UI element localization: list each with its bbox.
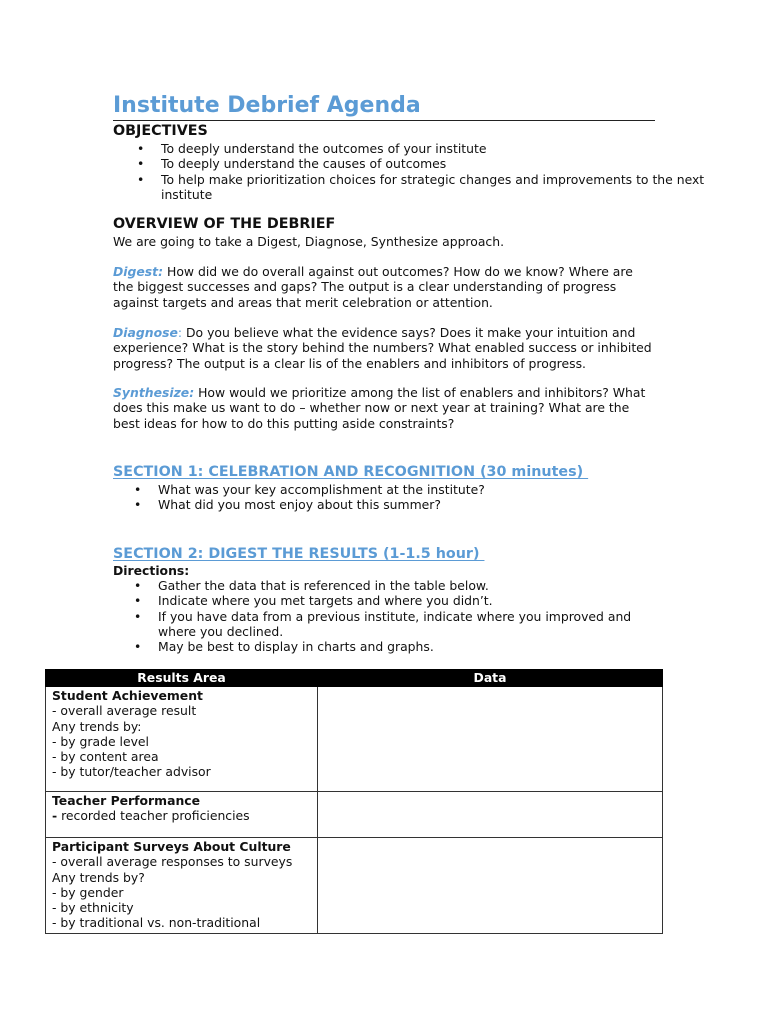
diagnose-text: Do you believe what the evidence says? Does it make your intuition and experience? What is the story behind the numbers? What enabled success or inhibited progress? The output is a clear lis of the enablers and inhibitors of progress. xyxy=(113,325,652,371)
data-cell[interactable] xyxy=(318,687,663,792)
row-line: - by tutor/teacher advisor xyxy=(52,764,211,780)
table-row xyxy=(46,792,663,838)
row-label: Participant Surveys About Culture xyxy=(52,839,291,854)
section1-heading: SECTION 1: CELEBRATION AND RECOGNITION (30 minutes) xyxy=(113,464,589,480)
digest-label: Digest: xyxy=(113,264,164,279)
header-results-area: Results Area xyxy=(46,670,318,687)
section2-list xyxy=(158,578,658,654)
list-item: • If you have data from a previous institute, indicate where you improved and where you declined. xyxy=(158,609,658,640)
synthesize-paragraph xyxy=(113,385,653,431)
section1-list xyxy=(158,482,678,513)
results-area-cell xyxy=(46,838,318,934)
row-line: - by grade level xyxy=(52,733,149,749)
diagnose-colon: : xyxy=(177,325,183,340)
data-cell[interactable] xyxy=(318,792,663,838)
list-item: • What was your key accomplishment at the institute? xyxy=(158,482,678,497)
section2-heading: SECTION 2: DIGEST THE RESULTS (1-1.5 hour) xyxy=(113,546,485,562)
list-item: • To deeply understand the causes of outcomes xyxy=(161,156,721,171)
list-item: • To deeply understand the outcomes of your institute xyxy=(161,141,721,156)
digest-paragraph xyxy=(113,264,653,310)
results-area-cell xyxy=(46,792,318,838)
table-row xyxy=(46,687,663,792)
row-line: - by traditional vs. non-traditional xyxy=(52,915,261,931)
row-label: Student Achievement xyxy=(52,688,203,703)
results-area-cell xyxy=(46,687,318,792)
row-line: - overall average result xyxy=(52,703,197,719)
diagnose-paragraph xyxy=(113,325,653,371)
digest-text: How did we do overall against out outcomes? How do we know? Where are the biggest successes and gaps? The output is a clear understanding of progress against targets and areas that merit celebration or attention. xyxy=(113,264,633,310)
header-data: Data xyxy=(318,670,663,687)
list-item: • May be best to display in charts and graphs. xyxy=(158,639,658,654)
diagnose-label: Diagnose xyxy=(113,325,178,340)
row-line-text: recorded teacher proficiencies xyxy=(57,808,250,824)
row-line: - by content area xyxy=(52,749,159,765)
list-item: • Indicate where you met targets and where you didn’t. xyxy=(158,593,658,608)
page-title: Institute Debrief Agenda xyxy=(113,92,655,121)
row-line xyxy=(52,808,311,823)
list-item: • Gather the data that is referenced in the table below. xyxy=(158,578,658,593)
data-cell[interactable] xyxy=(318,838,663,934)
row-line: - overall average responses to surveys xyxy=(52,854,293,870)
results-table xyxy=(45,669,663,934)
list-item: • What did you most enjoy about this summer? xyxy=(158,497,678,512)
row-line: Any trends by? xyxy=(52,869,145,885)
row-line: - by ethnicity xyxy=(52,900,134,916)
overview-intro: We are going to take a Digest, Diagnose, Synthesize approach. xyxy=(113,234,505,249)
objectives-list xyxy=(161,141,721,202)
synthesize-label: Synthesize: xyxy=(113,385,195,400)
row-line: - by gender xyxy=(52,884,124,900)
objectives-heading: OBJECTIVES xyxy=(113,123,208,139)
synthesize-text: How would we prioritize among the list of enablers and inhibitors? What does this make us want to do – whether now or next year at training? What are the best ideas for how to do this putting aside constraints? xyxy=(113,385,646,431)
table-header-row xyxy=(46,670,663,687)
row-line: Any trends by: xyxy=(52,718,142,734)
row-dash: - xyxy=(52,808,58,824)
directions-label: Directions: xyxy=(113,563,190,578)
list-item: • To help make prioritization choices for strategic changes and improvements to the next institute xyxy=(161,172,721,203)
table-row xyxy=(46,838,663,934)
overview-heading: OVERVIEW OF THE DEBRIEF xyxy=(113,216,336,232)
row-label: Teacher Performance xyxy=(52,793,201,808)
